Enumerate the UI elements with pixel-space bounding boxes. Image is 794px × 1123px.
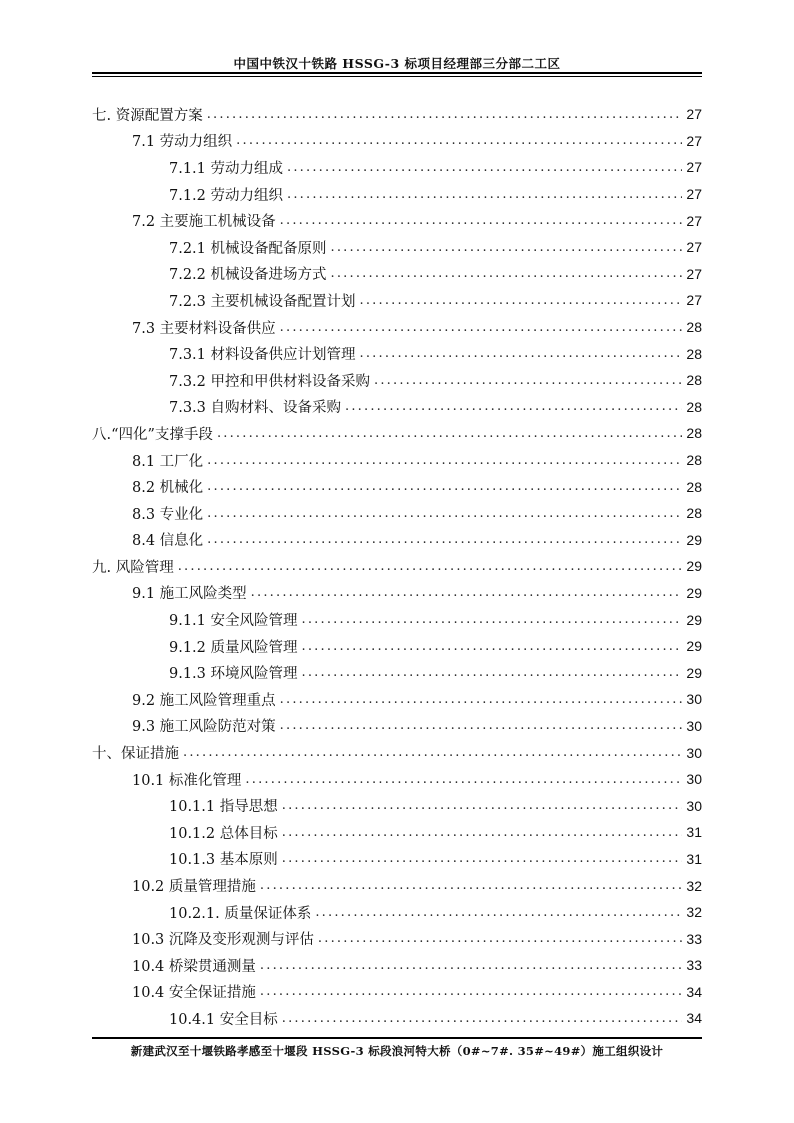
toc-entry-label: 9.1.1 安全风险管理	[169, 613, 298, 630]
toc-leader-dots	[236, 133, 682, 148]
toc-entry-page: 29	[686, 558, 702, 575]
toc-entry-label: 9.1.2 质量风险管理	[169, 639, 298, 656]
toc-leader-dots	[183, 745, 682, 760]
toc-entry-label: 8.3 专业化	[132, 506, 204, 523]
toc-leader-dots	[374, 373, 682, 388]
toc-leader-dots	[217, 426, 682, 441]
toc-entry-page: 29	[686, 584, 702, 601]
toc-entry-page: 29	[686, 611, 702, 628]
toc-entry[interactable]	[92, 527, 702, 554]
toc-entry[interactable]	[92, 606, 702, 633]
toc-entry[interactable]	[92, 367, 702, 394]
toc-leader-dots	[360, 346, 683, 361]
toc-entry-page: 32	[686, 877, 702, 894]
toc-entry-page: 27	[686, 265, 702, 282]
toc-entry[interactable]	[92, 500, 702, 527]
toc-entry[interactable]	[92, 766, 702, 793]
toc-entry-page: 27	[686, 159, 702, 176]
toc-leader-dots	[207, 532, 682, 547]
toc-entry[interactable]	[92, 314, 702, 341]
toc-entry-page: 30	[686, 771, 702, 788]
toc-entry-page: 30	[686, 797, 702, 814]
header-rule-thick	[92, 72, 702, 74]
toc-entry[interactable]	[92, 101, 702, 128]
toc-leader-dots	[287, 160, 682, 175]
toc-entry[interactable]	[92, 447, 702, 474]
toc-entry-page: 31	[686, 824, 702, 841]
toc-entry-label: 九. 风险管理	[92, 559, 174, 576]
toc-entry-page: 27	[686, 106, 702, 123]
toc-entry-label: 8.1 工厂化	[132, 453, 204, 470]
toc-entry-label: 9.2 施工风险管理重点	[132, 692, 276, 709]
toc-entry-page: 34	[686, 983, 702, 1000]
toc-leader-dots	[282, 1011, 683, 1026]
toc-entry-page: 29	[686, 664, 702, 681]
toc-entry-label: 7.2 主要施工机械设备	[132, 214, 276, 231]
toc-entry[interactable]	[92, 340, 702, 367]
toc-entry-page: 34	[686, 1010, 702, 1027]
toc-entry-label: 10.1.1 指导思想	[169, 799, 278, 816]
toc-leader-dots	[345, 399, 682, 414]
toc-entry-page: 28	[686, 398, 702, 415]
toc-entry-label: 7.3.2 甲控和甲供材料设备采购	[169, 373, 371, 390]
toc-entry[interactable]	[92, 792, 702, 819]
toc-leader-dots	[282, 798, 683, 813]
toc-entry-label: 十、保证措施	[92, 746, 179, 763]
toc-entry-label: 10.4 安全保证措施	[132, 985, 256, 1002]
toc-leader-dots	[207, 506, 682, 521]
toc-entry-label: 10.4.1 安全目标	[169, 1011, 278, 1028]
toc-leader-dots	[207, 479, 682, 494]
toc-entry[interactable]	[92, 633, 702, 660]
toc-entry[interactable]	[92, 394, 702, 421]
toc-entry[interactable]	[92, 128, 702, 155]
toc-entry[interactable]	[92, 1005, 702, 1032]
toc-entry-label: 9.1.3 环境风险管理	[169, 666, 298, 683]
toc-leader-dots	[245, 772, 682, 787]
toc-entry-label: 7.1 劳动力组织	[132, 134, 233, 151]
toc-leader-dots	[207, 453, 682, 468]
toc-entry-page: 27	[686, 292, 702, 309]
toc-entry[interactable]	[92, 473, 702, 500]
toc-entry-page: 28	[686, 345, 702, 362]
toc-entry[interactable]	[92, 713, 702, 740]
toc-leader-dots	[260, 878, 683, 893]
toc-entry-page: 31	[686, 850, 702, 867]
toc-entry[interactable]	[92, 287, 702, 314]
toc-leader-dots	[331, 266, 683, 281]
toc-entry-label: 10.2 质量管理措施	[132, 879, 256, 896]
toc-leader-dots	[302, 639, 683, 654]
toc-leader-dots	[318, 931, 683, 946]
toc-entry-page: 33	[686, 930, 702, 947]
toc-entry[interactable]	[92, 207, 702, 234]
toc-entry-label: 7.1.1 劳动力组成	[169, 160, 284, 177]
toc-entry-label: 7.2.2 机械设备进场方式	[169, 267, 327, 284]
toc-entry[interactable]	[92, 686, 702, 713]
toc-entry-label: 7.1.2 劳动力组织	[169, 187, 284, 204]
toc-leader-dots	[260, 984, 683, 999]
toc-entry[interactable]	[92, 846, 702, 873]
toc-entry-page: 27	[686, 212, 702, 229]
toc-entry-page: 29	[686, 638, 702, 655]
toc-entry-page: 30	[686, 717, 702, 734]
toc-entry-page: 33	[686, 957, 702, 974]
toc-entry-page: 28	[686, 452, 702, 469]
toc-entry-label: 10.3 沉降及变形观测与评估	[132, 932, 314, 949]
toc-entry[interactable]	[92, 899, 702, 926]
toc-entry-label: 10.1 标准化管理	[132, 772, 242, 789]
toc-leader-dots	[178, 559, 683, 574]
toc-entry-page: 32	[686, 904, 702, 921]
toc-entry-label: 八.“四化”支撑手段	[92, 426, 213, 443]
toc-leader-dots	[280, 320, 683, 335]
toc-entry[interactable]	[92, 181, 702, 208]
toc-leader-dots	[302, 665, 683, 680]
toc-entry-page: 28	[686, 478, 702, 495]
toc-entry-page: 28	[686, 319, 702, 336]
toc-entry[interactable]	[92, 819, 702, 846]
toc-leader-dots	[302, 612, 683, 627]
toc-leader-dots	[207, 107, 683, 122]
toc-entry[interactable]	[92, 234, 702, 261]
toc-entry-page: 30	[686, 691, 702, 708]
toc-entry-label: 9.3 施工风险防范对策	[132, 719, 276, 736]
toc-entry-label: 10.1.2 总体目标	[169, 825, 278, 842]
toc-leader-dots	[280, 692, 683, 707]
toc-leader-dots	[360, 293, 683, 308]
toc-entry-label: 7.2.1 机械设备配备原则	[169, 240, 327, 257]
toc-entry-label: 8.2 机械化	[132, 480, 204, 497]
toc-entry[interactable]	[92, 659, 702, 686]
toc-entry-page: 28	[686, 372, 702, 389]
toc-entry[interactable]	[92, 739, 702, 766]
toc-leader-dots	[251, 585, 683, 600]
toc-entry[interactable]	[92, 872, 702, 899]
toc-entry-page: 28	[686, 425, 702, 442]
toc-leader-dots	[260, 958, 683, 973]
toc-entry[interactable]	[92, 261, 702, 288]
toc-entry-label: 8.4 信息化	[132, 533, 204, 550]
toc-entry-page: 30	[686, 744, 702, 761]
header-rule-thin	[92, 76, 702, 77]
toc-leader-dots	[287, 187, 682, 202]
toc-leader-dots	[282, 851, 683, 866]
page-header: 中国中铁汉十铁路 HSSG-3 标项目经理部三分部二工区	[233, 56, 561, 71]
toc-entry-label: 9.1 施工风险类型	[132, 586, 247, 603]
toc-leader-dots	[315, 905, 682, 920]
toc-leader-dots	[331, 240, 683, 255]
toc-entry[interactable]	[92, 580, 702, 607]
toc-entry-label: 7.3 主要材料设备供应	[132, 320, 276, 337]
toc-entry[interactable]	[92, 952, 702, 979]
toc-entry-label: 10.2.1. 质量保证体系	[169, 905, 312, 922]
toc-leader-dots	[280, 213, 683, 228]
toc-entry-label: 7.3.1 材料设备供应计划管理	[169, 347, 356, 364]
toc-leader-dots	[280, 718, 683, 733]
table-of-contents	[92, 101, 702, 1032]
footer-rule	[92, 1037, 702, 1039]
toc-entry[interactable]	[92, 979, 702, 1006]
toc-entry[interactable]	[92, 420, 702, 447]
toc-entry[interactable]	[92, 154, 702, 181]
toc-entry-page: 27	[686, 239, 702, 256]
page-footer: 新建武汉至十堰铁路孝感至十堰段 HSSG-3 标段浪河特大桥（0#~7#. 35#~49#）施工组织设计	[130, 1044, 664, 1058]
toc-entry-label: 10.4 桥梁贯通测量	[132, 958, 256, 975]
toc-entry-label: 7.2.3 主要机械设备配置计划	[169, 293, 356, 310]
toc-entry-label: 7.3.3 自购材料、设备采购	[169, 400, 342, 417]
toc-entry[interactable]	[92, 553, 702, 580]
toc-entry[interactable]	[92, 925, 702, 952]
toc-entry-label: 七. 资源配置方案	[92, 107, 203, 124]
toc-entry-page: 29	[686, 531, 702, 548]
toc-entry-label: 10.1.3 基本原则	[169, 852, 278, 869]
toc-entry-page: 28	[686, 505, 702, 522]
toc-entry-page: 27	[686, 132, 702, 149]
toc-leader-dots	[282, 825, 683, 840]
toc-entry-page: 27	[686, 186, 702, 203]
